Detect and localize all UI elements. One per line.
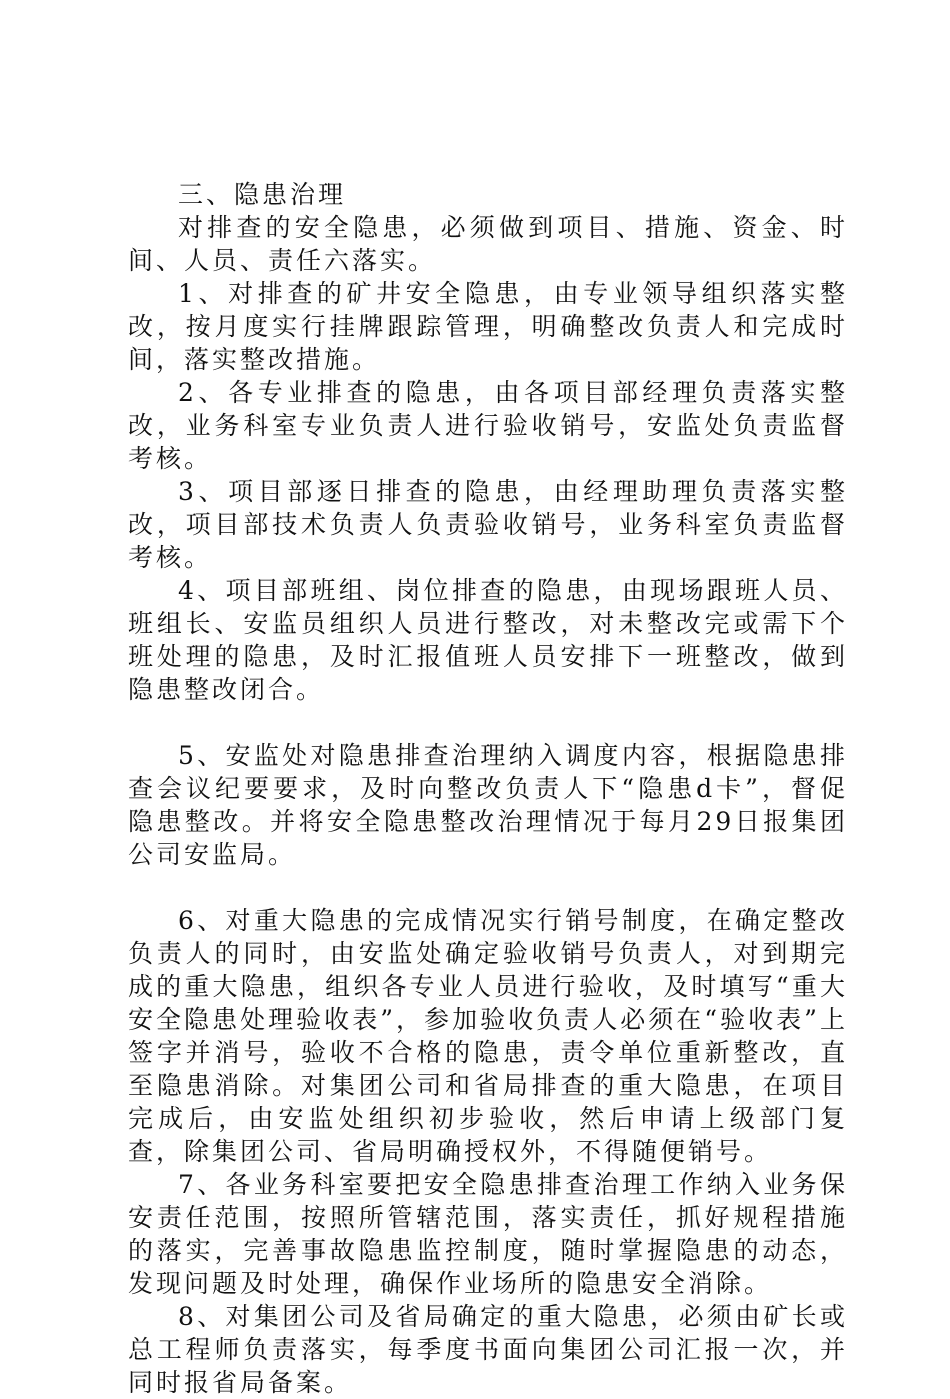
paragraph-item-4: 4、项目部班组、岗位排查的隐患，由现场跟班人员、班组长、安监员组织人员进行整改，对未整改完或需下个班处理的隐患，及时汇报值班人员安排下一班整改，做到隐患整改闭合。 [128, 576, 848, 704]
paragraph-item-7: 7、各业务科室要把安全隐患排查治理工作纳入业务保安责任范围，按照所管辖范围，落实责任，抓好规程措施的落实，完善事故隐患监控制度，随时掌握隐患的动态，发现问题及时处理，确保作业场所的隐患安全消除。 [128, 1170, 848, 1298]
section-heading: 三、隐患治理 [178, 180, 347, 209]
document-body [128, 178, 848, 1399]
paragraph-item-3: 3、项目部逐日排查的隐患，由经理助理负责落实整改，项目部技术负责人负责验收销号，业务科室负责监督考核。 [128, 477, 848, 572]
paragraph-intro: 对排查的安全隐患，必须做到项目、措施、资金、时间、人员、责任六落实。 [128, 213, 848, 275]
paragraph-item-6: 6、对重大隐患的完成情况实行销号制度，在确定整改负责人的同时，由安监处确定验收销号负责人，对到期完成的重大隐患，组织各专业人员进行验收，及时填写“重大安全隐患处理验收表”，参加验收负责人必须在“验收表”上签字并消号，验收不合格的隐患，责令单位重新整改，直至隐患消除。对集团公司和省局排查的重大隐患，在项目完成后，由安监处组织初步验收，然后申请上级部门复查，除集团公司、省局明确授权外，不得随便销号。 [128, 906, 848, 1166]
paragraph-item-8: 8、对集团公司及省局确定的重大隐患，必须由矿长或总工程师负责落实，每季度书面向集团公司汇报一次，并同时报省局备案。 [128, 1302, 848, 1397]
paragraph-item-5: 5、安监处对隐患排查治理纳入调度内容，根据隐患排查会议纪要要求，及时向整改负责人下“隐患d卡”，督促隐患整改。并将安全隐患整改治理情况于每月29日报集团公司安监局。 [128, 741, 848, 869]
paragraph-item-2: 2、各专业排查的隐患，由各项目部经理负责落实整改，业务科室专业负责人进行验收销号，安监处负责监督考核。 [128, 378, 848, 473]
paragraph-item-1: 1、对排查的矿井安全隐患，由专业领导组织落实整改，按月度实行挂牌跟踪管理，明确整改负责人和完成时间，落实整改措施。 [128, 279, 848, 374]
